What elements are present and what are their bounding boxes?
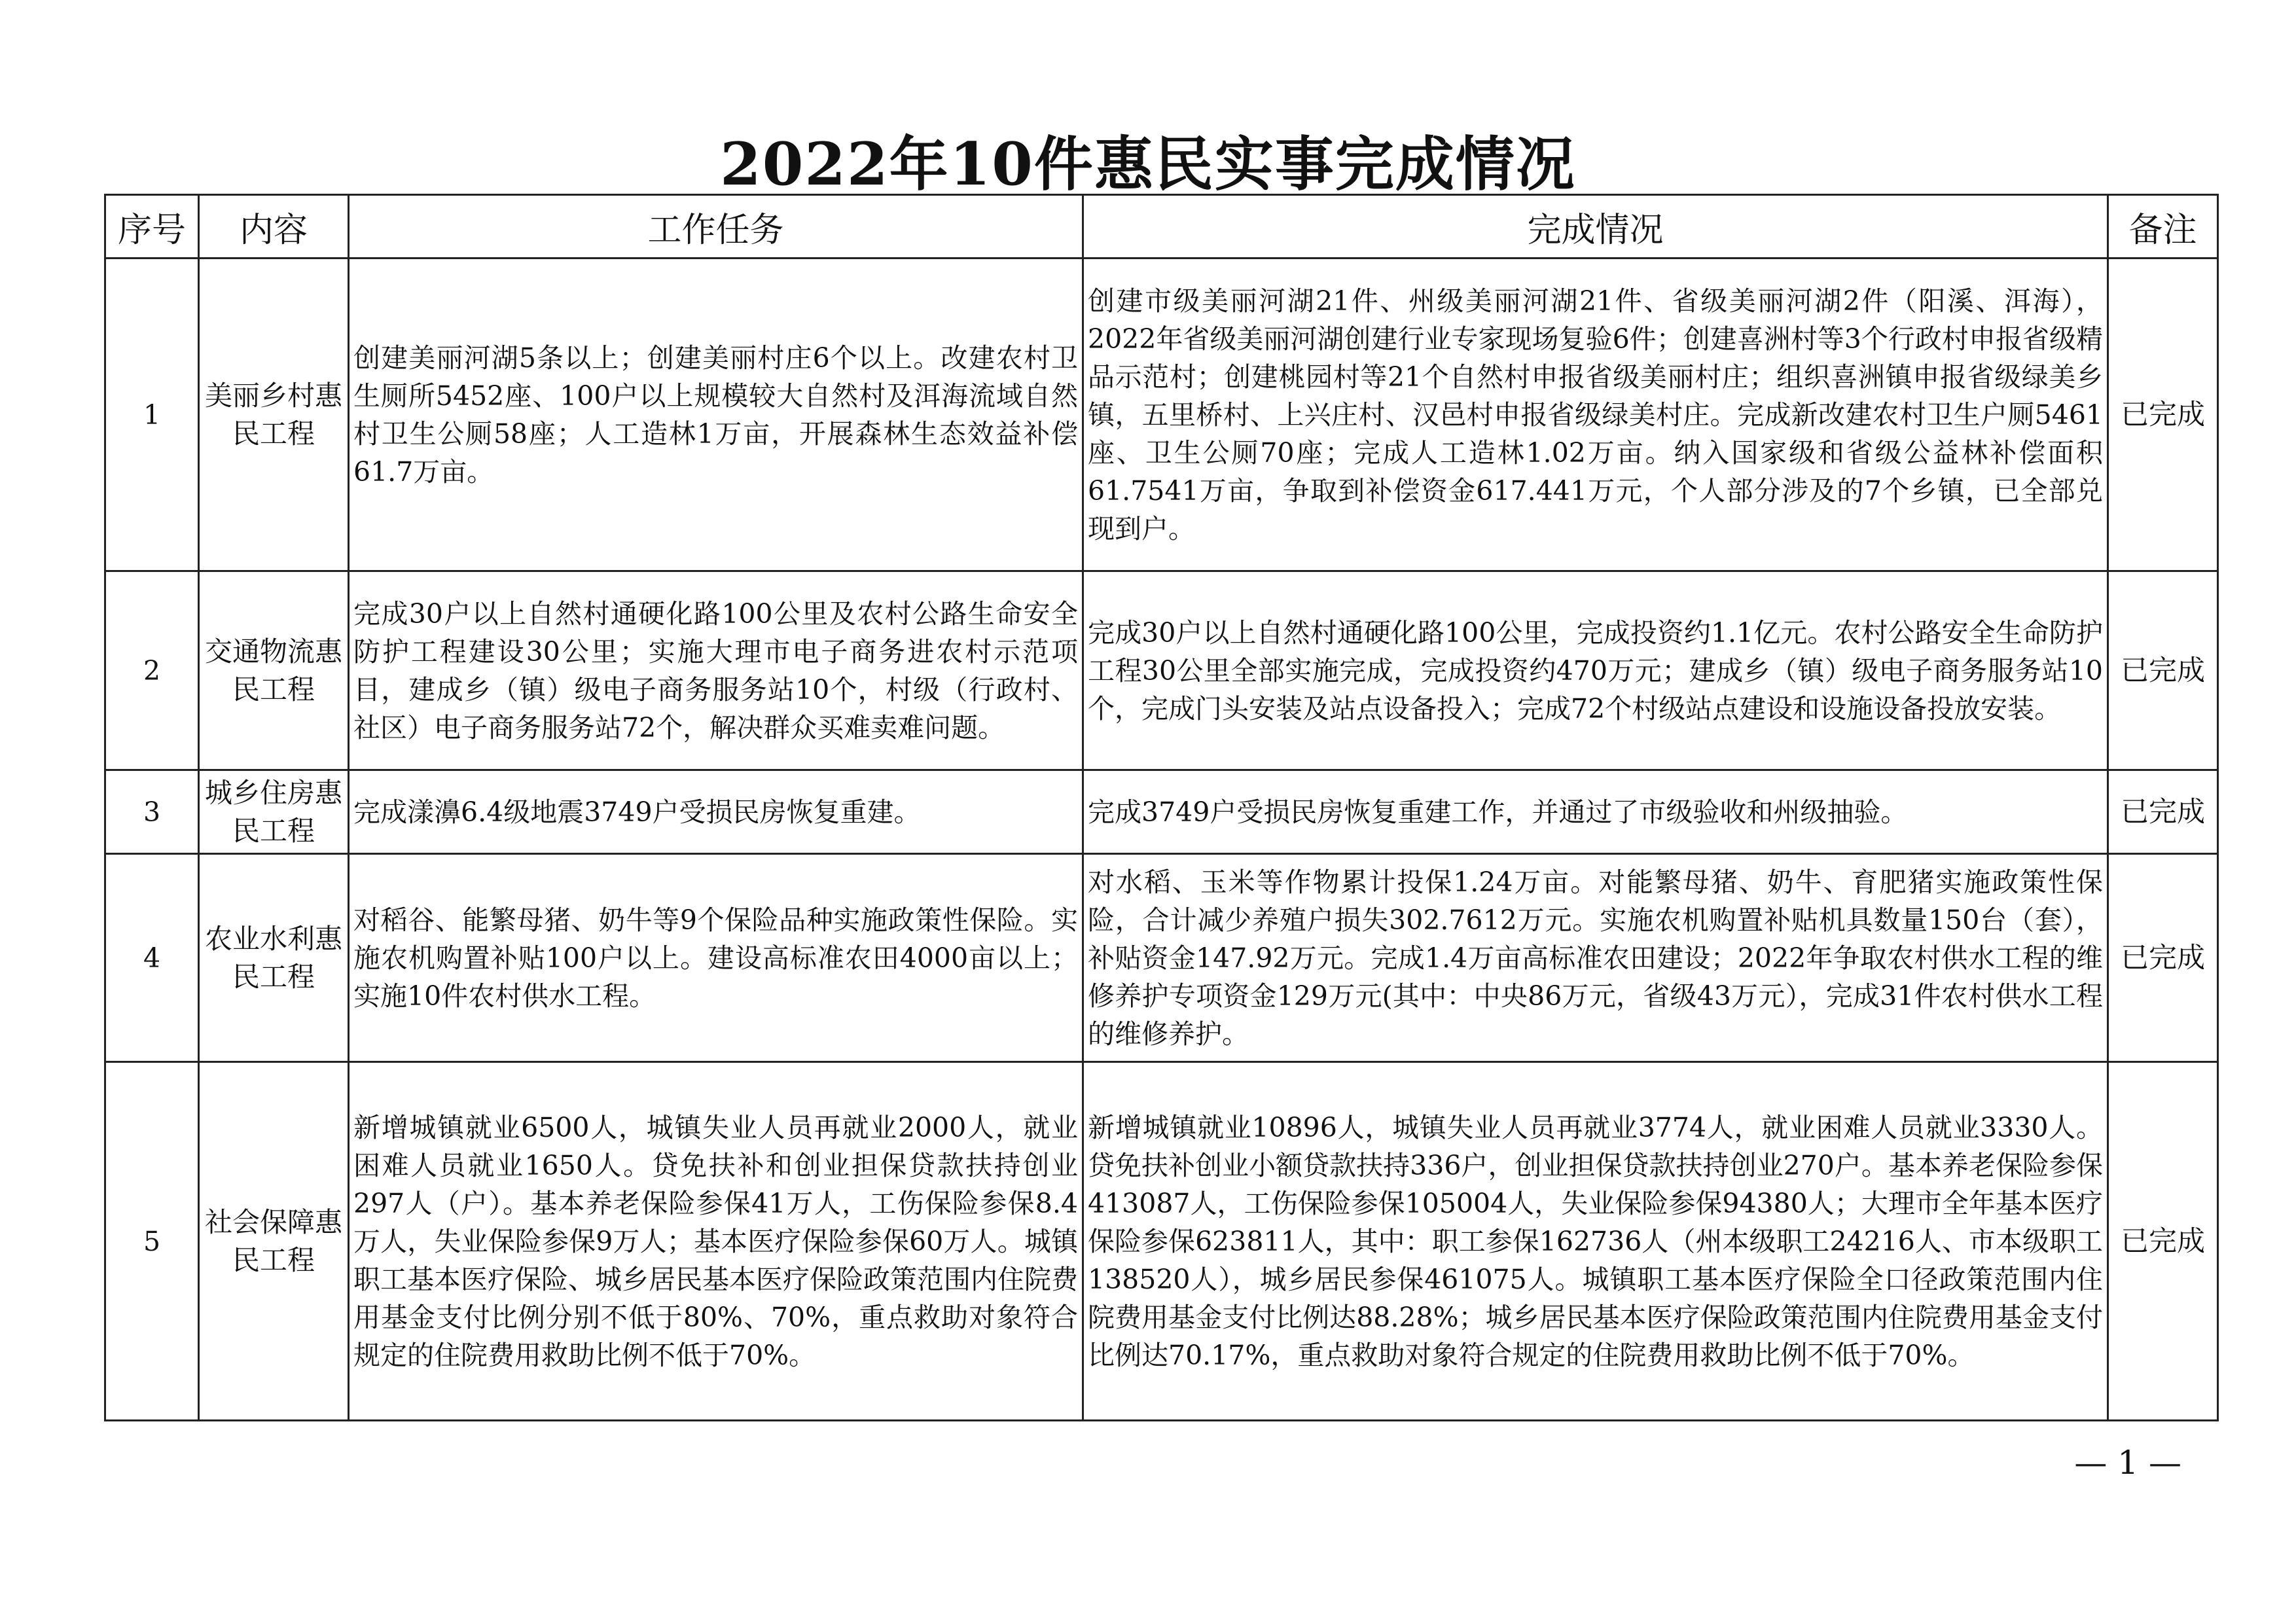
- table-row: [105, 259, 2218, 571]
- row-task: 新增城镇就业6500人，城镇失业人员再就业2000人，就业困难人员就业1650人。贷免扶补和创业担保贷款扶持创业297人（户）。基本养老保险参保41万人，工伤保险参保8.4万人，失业保险参保9万人；基本医疗保险参保60万人。城镇职工基本医疗保险、城乡居民基本医疗保险政策范围内住院费用基金支付比例分别不低于80%、70%，重点救助对象符合规定的住院费用救助比例不低于70%。: [349, 1062, 1083, 1421]
- row-note: 已完成: [2108, 770, 2218, 854]
- row-note: 已完成: [2108, 854, 2218, 1062]
- row-task: 完成30户以上自然村通硬化路100公里及农村公路生命安全防护工程建设30公里；实施大理市电子商务进农村示范项目，建成乡（镇）级电子商务服务站10个，村级（行政村、社区）电子商务服务站72个，解决群众买难卖难问题。: [349, 571, 1083, 770]
- header-content: 内容: [199, 195, 349, 259]
- row-task: 完成漾濞6.4级地震3749户受损民房恢复重建。: [349, 770, 1083, 854]
- row-task: 对稻谷、能繁母猪、奶牛等9个保险品种实施政策性保险。实施农机购置补贴100户以上。建设高标准农田4000亩以上；实施10件农村供水工程。: [349, 854, 1083, 1062]
- row-status: 完成30户以上自然村通硬化路100公里，完成投资约1.1亿元。农村公路安全生命防护工程30公里全部实施完成，完成投资约470万元；建成乡（镇）级电子商务服务站10个，完成门头安装及站点设备投入；完成72个村级站点建设和设施设备投放安装。: [1083, 571, 2108, 770]
- work-table: [104, 194, 2219, 1421]
- row-status: 新增城镇就业10896人，城镇失业人员再就业3774人，就业困难人员就业3330人。贷免扶补创业小额贷款扶持336户，创业担保贷款扶持创业270户。基本养老保险参保413087人，工伤保险参保105004人，失业保险参保94380人；大理市全年基本医疗保险参保623811人，其中：职工参保162736人（州本级职工24216人、市本级职工138520人），城乡居民参保461075人。城镇职工基本医疗保险全口径政策范围内住院费用基金支付比例达88.28%；城乡居民基本医疗保险政策范围内住院费用基金支付比例达70.17%，重点救助对象符合规定的住院费用救助比例不低于70%。: [1083, 1062, 2108, 1421]
- row-content: 美丽乡村惠民工程: [199, 259, 349, 571]
- row-task: 创建美丽河湖5条以上；创建美丽村庄6个以上。改建农村卫生厕所5452座、100户以上规模较大自然村及洱海流域自然村卫生公厕58座；人工造林1万亩，开展森林生态效益补偿61.7万亩。: [349, 259, 1083, 571]
- row-note: 已完成: [2108, 259, 2218, 571]
- row-no: 3: [105, 770, 199, 854]
- row-content: 农业水利惠民工程: [199, 854, 349, 1062]
- table-row: [105, 770, 2218, 854]
- header-task: 工作任务: [349, 195, 1083, 259]
- page-title: 2022年10件惠民实事完成情况: [720, 130, 1576, 199]
- row-content: 社会保障惠民工程: [199, 1062, 349, 1421]
- table-row: [105, 1062, 2218, 1421]
- row-note: 已完成: [2108, 1062, 2218, 1421]
- header-status: 完成情况: [1083, 195, 2108, 259]
- row-content: 交通物流惠民工程: [199, 571, 349, 770]
- page-number: — 1 —: [2074, 1444, 2181, 1482]
- row-no: 2: [105, 571, 199, 770]
- row-note: 已完成: [2108, 571, 2218, 770]
- row-no: 4: [105, 854, 199, 1062]
- row-content: 城乡住房惠民工程: [199, 770, 349, 854]
- table-row: [105, 571, 2218, 770]
- row-no: 5: [105, 1062, 199, 1421]
- table-header-row: [105, 195, 2218, 259]
- table-row: [105, 854, 2218, 1062]
- row-status: 完成3749户受损民房恢复重建工作，并通过了市级验收和州级抽验。: [1083, 770, 2108, 854]
- header-no: 序号: [105, 195, 199, 259]
- row-no: 1: [105, 259, 199, 571]
- row-status: 创建市级美丽河湖21件、州级美丽河湖21件、省级美丽河湖2件（阳溪、洱海），2022年省级美丽河湖创建行业专家现场复验6件；创建喜洲村等3个行政村申报省级精品示范村；创建桃园村等21个自然村申报省级美丽村庄；组织喜洲镇申报省级绿美乡镇，五里桥村、上兴庄村、汉邑村申报省级绿美村庄。完成新改建农村卫生户厕5461座、卫生公厕70座；完成人工造林1.02万亩。纳入国家级和省级公益林补偿面积61.7541万亩，争取到补偿资金617.441万元，个人部分涉及的7个乡镇，已全部兑现到户。: [1083, 259, 2108, 571]
- row-status: 对水稻、玉米等作物累计投保1.24万亩。对能繁母猪、奶牛、育肥猪实施政策性保险，合计减少养殖户损失302.7612万元。实施农机购置补贴机具数量150台（套），补贴资金147.92万元。完成1.4万亩高标准农田建设；2022年争取农村供水工程的维修养护专项资金129万元(其中：中央86万元，省级43万元），完成31件农村供水工程的维修养护。: [1083, 854, 2108, 1062]
- header-note: 备注: [2108, 195, 2218, 259]
